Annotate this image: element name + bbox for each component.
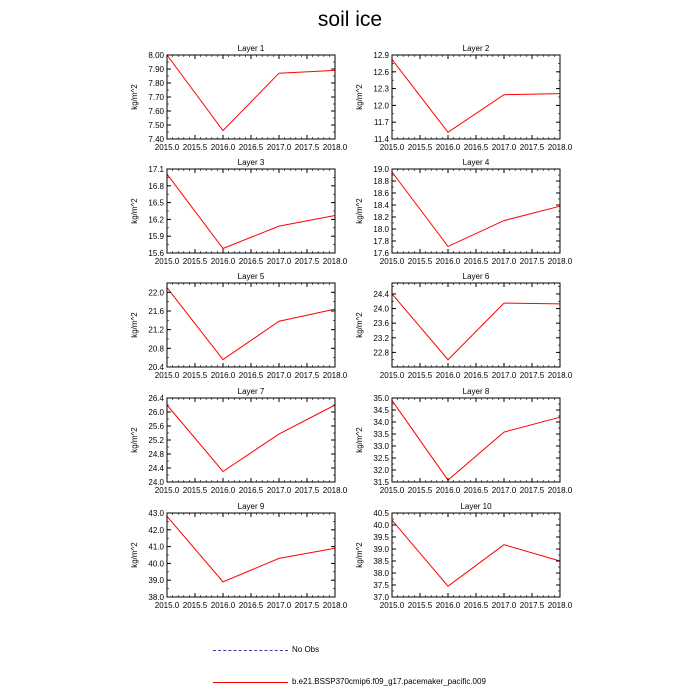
y-tick-label: 18.6 xyxy=(373,189,389,198)
y-tick-label: 24.4 xyxy=(373,289,389,299)
x-tick-label: 2017.5 xyxy=(519,143,545,152)
y-tick-label: 18.4 xyxy=(373,201,389,210)
x-tick-label: 2016.5 xyxy=(463,601,489,610)
x-tick-label: 2017.0 xyxy=(491,601,517,610)
panel-title: Layer 8 xyxy=(462,387,490,396)
x-tick-label: 2017.5 xyxy=(294,486,320,495)
y-tick-label: 33.5 xyxy=(373,430,389,439)
y-tick-label: 15.6 xyxy=(148,249,164,258)
x-tick-label: 2017.0 xyxy=(266,601,292,610)
y-tick-label: 18.2 xyxy=(373,213,389,222)
y-tick-label: 40.0 xyxy=(148,559,164,569)
x-tick-label: 2018.0 xyxy=(322,143,348,152)
x-tick-label: 2018.0 xyxy=(547,257,573,266)
y-axis-label: kg/m^2 xyxy=(355,84,364,110)
y-tick-label: 21.6 xyxy=(148,307,164,316)
y-axis-label: kg/m^2 xyxy=(355,542,364,568)
x-tick-label: 2017.0 xyxy=(491,257,517,266)
x-tick-label: 2015.5 xyxy=(407,486,433,495)
y-tick-label: 31.5 xyxy=(373,478,389,487)
series-line xyxy=(392,294,560,360)
y-tick-label: 7.70 xyxy=(148,93,164,102)
y-tick-label: 26.4 xyxy=(148,394,164,403)
legend-label-no-obs: No Obs xyxy=(292,645,320,654)
y-tick-label: 11.7 xyxy=(374,118,389,128)
y-tick-label: 12.0 xyxy=(373,101,389,111)
panel-title: Layer 7 xyxy=(237,387,265,396)
panel-10 xyxy=(355,502,573,610)
x-tick-label: 2017.5 xyxy=(519,371,545,380)
y-tick-label: 11.4 xyxy=(374,135,389,144)
y-tick-label: 7.90 xyxy=(148,65,164,74)
y-tick-label: 32.0 xyxy=(373,466,389,475)
y-tick-label: 16.2 xyxy=(148,215,164,225)
y-axis-label: kg/m^2 xyxy=(355,427,364,453)
panel-3 xyxy=(130,158,348,266)
y-tick-label: 17.8 xyxy=(373,237,389,246)
x-tick-label: 2017.5 xyxy=(519,486,545,495)
y-tick-label: 12.9 xyxy=(373,51,389,60)
x-tick-label: 2017.0 xyxy=(266,486,292,495)
series-line xyxy=(392,172,560,246)
plot-frame xyxy=(167,513,335,597)
y-tick-label: 21.2 xyxy=(148,325,164,335)
x-tick-label: 2017.5 xyxy=(519,601,545,610)
y-tick-label: 8.00 xyxy=(148,51,164,60)
x-tick-label: 2015.5 xyxy=(407,371,433,380)
y-tick-label: 7.40 xyxy=(148,135,164,144)
x-tick-label: 2016.0 xyxy=(435,601,461,610)
legend-label-model-run: b.e21.BSSP370cmip6.f09_g17.pacemaker_pacific.009 xyxy=(292,677,486,686)
x-tick-label: 2018.0 xyxy=(547,601,573,610)
panel-title: Layer 2 xyxy=(462,44,490,53)
y-tick-label: 22.0 xyxy=(148,288,164,298)
x-tick-label: 2015.0 xyxy=(154,143,180,152)
series-line xyxy=(167,55,335,131)
y-tick-label: 20.8 xyxy=(148,344,164,354)
y-tick-label: 32.5 xyxy=(373,454,389,463)
y-tick-label: 43.0 xyxy=(148,509,164,518)
panel-title: Layer 9 xyxy=(237,502,265,511)
panel-6 xyxy=(355,272,573,380)
x-tick-label: 2016.5 xyxy=(238,257,264,266)
series-line xyxy=(167,405,335,472)
y-tick-label: 34.5 xyxy=(373,406,389,415)
series-line xyxy=(392,59,560,132)
y-tick-label: 41.0 xyxy=(148,542,164,552)
y-axis-label: kg/m^2 xyxy=(130,198,139,224)
y-tick-label: 37.5 xyxy=(373,581,389,590)
y-tick-label: 26.0 xyxy=(148,408,164,417)
panel-1 xyxy=(130,44,348,152)
x-tick-label: 2017.5 xyxy=(294,257,320,266)
x-tick-label: 2015.0 xyxy=(154,486,180,495)
x-tick-label: 2016.5 xyxy=(463,257,489,266)
y-tick-label: 23.6 xyxy=(373,319,389,329)
x-tick-label: 2018.0 xyxy=(322,601,348,610)
y-tick-label: 17.6 xyxy=(373,249,389,258)
panel-5 xyxy=(130,272,348,380)
x-tick-label: 2015.5 xyxy=(182,257,208,266)
panel-title: Layer 5 xyxy=(237,272,265,281)
x-tick-label: 2015.0 xyxy=(379,601,405,610)
y-tick-label: 38.0 xyxy=(148,593,164,602)
x-tick-label: 2015.0 xyxy=(379,371,405,380)
x-tick-label: 2018.0 xyxy=(322,486,348,495)
plot-frame xyxy=(167,169,335,253)
y-tick-label: 33.0 xyxy=(373,442,389,451)
y-tick-label: 12.6 xyxy=(373,67,389,77)
plot-frame xyxy=(167,283,335,367)
y-tick-label: 15.9 xyxy=(148,232,164,242)
x-tick-label: 2016.5 xyxy=(463,486,489,495)
panel-title: Layer 10 xyxy=(460,502,492,511)
y-tick-label: 7.80 xyxy=(148,79,164,88)
x-tick-label: 2016.5 xyxy=(238,371,264,380)
x-tick-label: 2016.0 xyxy=(210,486,236,495)
y-tick-label: 25.2 xyxy=(148,436,164,445)
y-tick-label: 34.0 xyxy=(373,418,389,427)
series-line xyxy=(392,400,560,480)
y-tick-label: 42.0 xyxy=(148,525,164,535)
panel-title: Layer 6 xyxy=(462,272,490,281)
y-tick-label: 39.0 xyxy=(373,545,389,554)
y-tick-label: 16.5 xyxy=(148,198,164,208)
x-tick-label: 2018.0 xyxy=(322,371,348,380)
y-tick-label: 20.4 xyxy=(148,363,164,372)
y-tick-label: 35.0 xyxy=(373,394,389,403)
y-tick-label: 24.0 xyxy=(373,304,389,314)
x-tick-label: 2016.0 xyxy=(435,371,461,380)
x-tick-label: 2015.0 xyxy=(154,371,180,380)
x-tick-label: 2018.0 xyxy=(322,257,348,266)
x-tick-label: 2016.5 xyxy=(463,371,489,380)
y-tick-label: 7.60 xyxy=(148,107,164,116)
y-tick-label: 38.0 xyxy=(373,569,389,578)
plot-frame xyxy=(392,513,560,597)
x-tick-label: 2017.0 xyxy=(491,371,517,380)
x-tick-label: 2017.5 xyxy=(294,143,320,152)
y-axis-label: kg/m^2 xyxy=(130,312,139,338)
y-tick-label: 24.4 xyxy=(148,464,164,473)
series-line xyxy=(167,516,335,582)
panel-title: Layer 4 xyxy=(462,158,490,167)
x-tick-label: 2017.0 xyxy=(491,486,517,495)
x-tick-label: 2015.0 xyxy=(154,601,180,610)
y-tick-label: 19.0 xyxy=(373,165,389,174)
y-tick-label: 39.0 xyxy=(148,576,164,586)
x-tick-label: 2017.0 xyxy=(266,371,292,380)
x-tick-label: 2016.0 xyxy=(210,143,236,152)
y-tick-label: 37.0 xyxy=(373,593,389,602)
x-tick-label: 2015.5 xyxy=(182,143,208,152)
plot-frame xyxy=(167,398,335,482)
x-tick-label: 2015.5 xyxy=(182,486,208,495)
y-axis-label: kg/m^2 xyxy=(130,542,139,568)
panel-2 xyxy=(355,44,573,152)
x-tick-label: 2015.0 xyxy=(379,257,405,266)
x-tick-label: 2017.5 xyxy=(294,601,320,610)
x-tick-label: 2015.5 xyxy=(407,257,433,266)
x-tick-label: 2015.5 xyxy=(407,601,433,610)
x-tick-label: 2016.0 xyxy=(210,257,236,266)
x-tick-label: 2016.0 xyxy=(210,601,236,610)
x-tick-label: 2016.5 xyxy=(463,143,489,152)
legend-line-no-obs xyxy=(213,650,288,651)
y-axis-label: kg/m^2 xyxy=(130,427,139,453)
series-line xyxy=(392,520,560,586)
y-tick-label: 7.50 xyxy=(148,121,164,130)
x-tick-label: 2015.0 xyxy=(154,257,180,266)
x-tick-label: 2015.0 xyxy=(379,143,405,152)
x-tick-label: 2017.0 xyxy=(266,257,292,266)
panel-title: Layer 3 xyxy=(237,158,265,167)
series-line xyxy=(167,288,335,360)
x-tick-label: 2016.0 xyxy=(435,143,461,152)
x-tick-label: 2017.5 xyxy=(294,371,320,380)
x-tick-label: 2018.0 xyxy=(547,486,573,495)
y-tick-label: 38.5 xyxy=(373,557,389,566)
x-tick-label: 2016.0 xyxy=(435,486,461,495)
panel-9 xyxy=(130,502,348,610)
y-tick-label: 16.8 xyxy=(148,181,164,191)
y-tick-label: 39.5 xyxy=(373,533,389,542)
x-tick-label: 2015.0 xyxy=(379,486,405,495)
x-tick-label: 2016.0 xyxy=(210,371,236,380)
plot-frame xyxy=(392,55,560,139)
y-tick-label: 18.8 xyxy=(373,177,389,186)
y-tick-label: 40.5 xyxy=(373,509,389,518)
y-tick-label: 23.2 xyxy=(373,333,389,343)
y-axis-label: kg/m^2 xyxy=(355,198,364,224)
y-tick-label: 24.8 xyxy=(148,450,164,459)
y-axis-label: kg/m^2 xyxy=(355,312,364,338)
panel-4 xyxy=(355,158,573,266)
series-line xyxy=(167,174,335,248)
plot-frame xyxy=(167,55,335,139)
x-tick-label: 2016.5 xyxy=(238,601,264,610)
x-tick-label: 2015.5 xyxy=(182,371,208,380)
y-tick-label: 24.0 xyxy=(148,478,164,487)
x-tick-label: 2016.5 xyxy=(238,486,264,495)
y-tick-label: 18.0 xyxy=(373,225,389,234)
y-tick-label: 12.3 xyxy=(373,84,389,94)
y-tick-label: 17.1 xyxy=(148,165,164,174)
x-tick-label: 2016.5 xyxy=(238,143,264,152)
x-tick-label: 2017.0 xyxy=(491,143,517,152)
plot-frame xyxy=(392,398,560,482)
y-tick-label: 25.6 xyxy=(148,422,164,431)
figure-title: soil ice xyxy=(317,8,383,31)
x-tick-label: 2016.0 xyxy=(435,257,461,266)
panel-title: Layer 1 xyxy=(237,44,265,53)
plot-frame xyxy=(392,283,560,367)
x-tick-label: 2015.5 xyxy=(182,601,208,610)
y-axis-label: kg/m^2 xyxy=(130,84,139,110)
legend-line-model-run xyxy=(213,682,288,683)
x-tick-label: 2017.0 xyxy=(266,143,292,152)
y-tick-label: 22.8 xyxy=(373,348,389,358)
panel-7 xyxy=(130,387,348,495)
x-tick-label: 2017.5 xyxy=(519,257,545,266)
plot-frame xyxy=(392,169,560,253)
x-tick-label: 2018.0 xyxy=(547,371,573,380)
panel-8 xyxy=(355,387,573,495)
x-tick-label: 2018.0 xyxy=(547,143,573,152)
y-tick-label: 40.0 xyxy=(373,521,389,530)
x-tick-label: 2015.5 xyxy=(407,143,433,152)
